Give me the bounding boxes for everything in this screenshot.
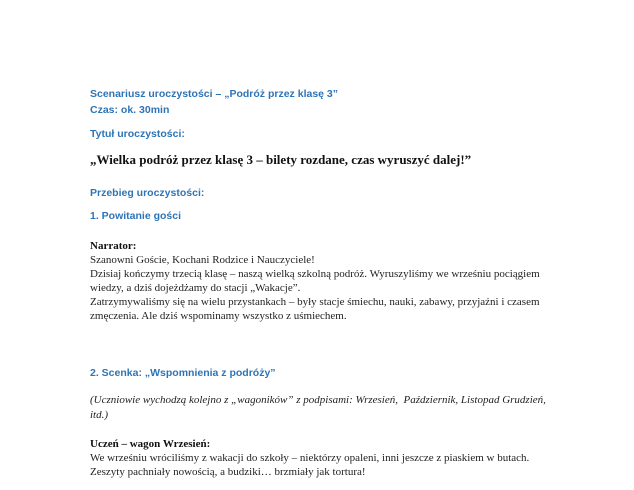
narrator-line: Zatrzymywaliśmy się na wielu przystankach – były stacje śmiechu, nauki, zabawy, przyjaźni i czasem xyxy=(90,296,540,308)
narrator-speaker-label: Narrator: xyxy=(90,240,137,252)
student-line: Zeszyty pachniały nowością, a budziki… brzmiały jak tortura! xyxy=(90,466,366,478)
agenda-label: Przebieg uroczystości: xyxy=(90,187,205,199)
stage-direction-line: (Uczniowie wychodzą kolejno z „wagoników” z podpisami: Wrzesień, Październik, Listopad Grudzień, xyxy=(90,394,546,406)
stage-direction-block xyxy=(90,393,560,423)
student-line: We wrześniu wróciliśmy z wakacji do szkoły – niektórzy opaleni, inni jeszcze z piaskiem w butach. xyxy=(90,452,530,464)
duration-line: Czas: ok. 30min xyxy=(90,104,170,116)
narrator-line: Szanowni Goście, Kochani Rodzice i Nauczyciele! xyxy=(90,254,315,266)
narrator-line: zmęczenia. Ale dziś wspominamy wszystko z uśmiechem. xyxy=(90,310,347,322)
scenario-title-heading: Scenariusz uroczystości – „Podróż przez klasę 3” xyxy=(90,88,339,100)
narrator-line: Dzisiaj kończymy trzecią klasę – naszą wielką szkolną podróż. Wyruszyliśmy we wrześniu pociągiem xyxy=(90,268,540,280)
scene-2-heading: 2. Scenka: „Wspomnienia z podróży” xyxy=(90,367,276,379)
student-speaker-label: Uczeń – wagon Wrzesień: xyxy=(90,438,211,450)
ceremony-title: „Wielka podróż przez klasę 3 – bilety rozdane, czas wyruszyć dalej!” xyxy=(90,152,472,167)
ceremony-title-label: Tytuł uroczystości: xyxy=(90,128,185,140)
agenda-item-1-heading: 1. Powitanie gości xyxy=(90,210,182,222)
student-september-block xyxy=(90,437,560,479)
document-content xyxy=(90,86,560,479)
narrator-line: wiedzy, a dziś dojeżdżamy do stacji „Wakacje”. xyxy=(90,282,301,294)
stage-direction-line: itd.) xyxy=(90,409,109,421)
narrator-block xyxy=(90,239,560,323)
